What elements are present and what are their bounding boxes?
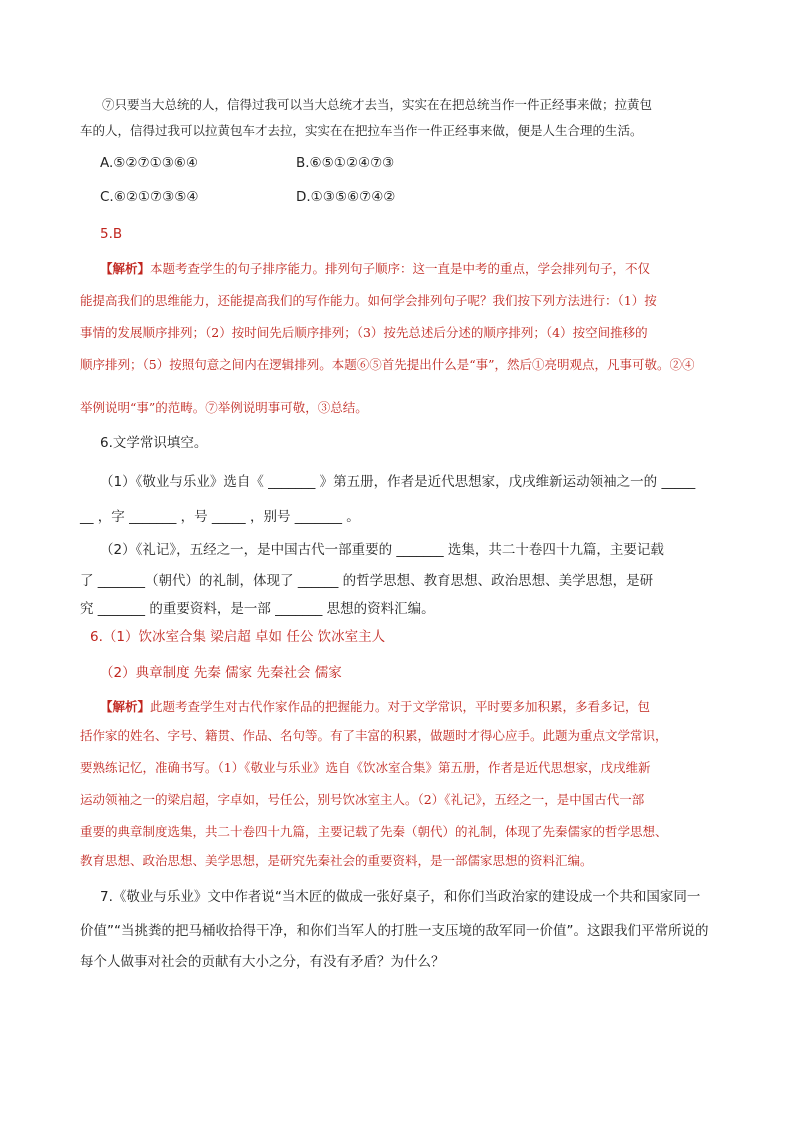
q6-analysis-text1: 此题考查学生对古代作家作品的把握能力。对于文学常识，平时要多加积累，多看多记，包: [150, 699, 651, 714]
q6-p2-line2: 了 _______（朝代）的礼制，体现了 ______ 的哲学思想、教育思想、政治思想、美学思想，是研: [80, 573, 654, 589]
q6-analysis-line4: 运动领袖之一的梁启超，字卓如，号任公，别号饮冰室主人。（2）《礼记》，五经之一，是中国古代一部: [80, 792, 645, 807]
q7-line2: 价值”“当挑粪的把马桶收拾得干净，和你们当军人的打胜一支压境的敌军同一价值”。这跟我们平常所说的: [80, 923, 709, 939]
q5-choice-a: A.⑤②⑦①③⑥④: [100, 155, 199, 171]
q5-answer: 5.B: [100, 226, 123, 242]
q7-line3: 每个人做事对社会的贡献有大小之分，有没有矛盾？为什么？: [80, 954, 445, 970]
q5-analysis-line1: [100, 259, 650, 279]
q5-option7-line1: ⑦只要当大总统的人，信得过我可以当大总统才去当，实实在在把总统当作一件正经事来做；拉黄包: [102, 97, 653, 112]
q6-p1-line2: __ ，字 _______ ，号 _____ ，别号 _______ 。: [80, 509, 360, 525]
analysis-tag: 【解析】: [100, 261, 151, 276]
q6-answer-line1: 6.（1）饮冰室合集 梁启超 卓如 任公 饮冰室主人: [90, 629, 386, 645]
analysis-tag: 【解析】: [100, 699, 151, 714]
q5-analysis-line3: 事情的发展顺序排列；（2）按时间先后顺序排列；（3）按先总述后分述的顺序排列；（4）按空间推移的: [80, 325, 648, 340]
q6-p2-line1: （2）《礼记》，五经之一，是中国古代一部重要的 _______ 选集，共二十卷四十九篇，主要记载: [100, 542, 664, 558]
q6-p2-line3: 究 _______ 的重要资料，是一部 _______ 思想的资料汇编。: [80, 601, 435, 617]
q6-analysis-line5: 重要的典章制度选集，共二十卷四十九篇，主要记载了先秦（朝代）的礼制，体现了先秦儒家的哲学思想、: [80, 824, 668, 839]
q6-p1-line1: （1）《敬业与乐业》选自《 _______ 》第五册，作者是近代思想家，戊戌维新运动领袖之一的 _____: [100, 474, 696, 490]
q5-choice-d: D.①③⑤⑥⑦④②: [296, 189, 396, 205]
q5-analysis-line4: 顺序排列；（5）按照句意之间内在逻辑排列。本题⑥⑤首先提出什么是“事”，然后①亮明观点，凡事可敬。②④: [80, 357, 695, 372]
q6-analysis-line1: [100, 697, 650, 717]
q5-choice-c: C.⑥②①⑦③⑤④: [100, 189, 199, 205]
q5-option7-line2: 车的人，信得过我可以拉黄包车才去拉，实实在在把拉车当作一件正经事来做，便是人生合理的生活。: [80, 123, 643, 138]
q5-analysis-line2: 能提高我们的思维能力，还能提高我们的写作能力。如何学会排列句子呢？我们按下列方法进行：（1）按: [80, 293, 657, 308]
q5-choice-b: B.⑥⑤①②④⑦③: [296, 155, 395, 171]
q7-line1: 7.《敬业与乐业》文中作者说“当木匠的做成一张好桌子，和你们当政治家的建设成一个共和国家同一: [100, 889, 701, 905]
q5-analysis-text1: 本题考查学生的句子排序能力。排列句子顺序：这一直是中考的重点，学会排列句子，不仅: [150, 261, 651, 276]
q6-analysis-line2: 括作家的姓名、字号、籍贯、作品、名句等。有了丰富的积累，做题时才得心应手。此题为重点文学常识，: [80, 728, 668, 743]
q6-analysis-line6: 教育思想、政治思想、美学思想，是研究先秦社会的重要资料，是一部儒家思想的资料汇编。: [80, 853, 593, 868]
q6-answer-line2: （2）典章制度 先秦 儒家 先秦社会 儒家: [100, 665, 342, 681]
q6-title: 6.文学常识填空。: [100, 435, 208, 451]
q5-analysis-line5: 举例说明“事”的范畴。⑦举例说明事可敬，③总结。: [80, 400, 368, 415]
q6-analysis-line3: 要熟练记忆，准确书写。（1）《敬业与乐业》选自《饮冰室合集》第五册，作者是近代思想家，戊戌维新: [80, 760, 651, 775]
